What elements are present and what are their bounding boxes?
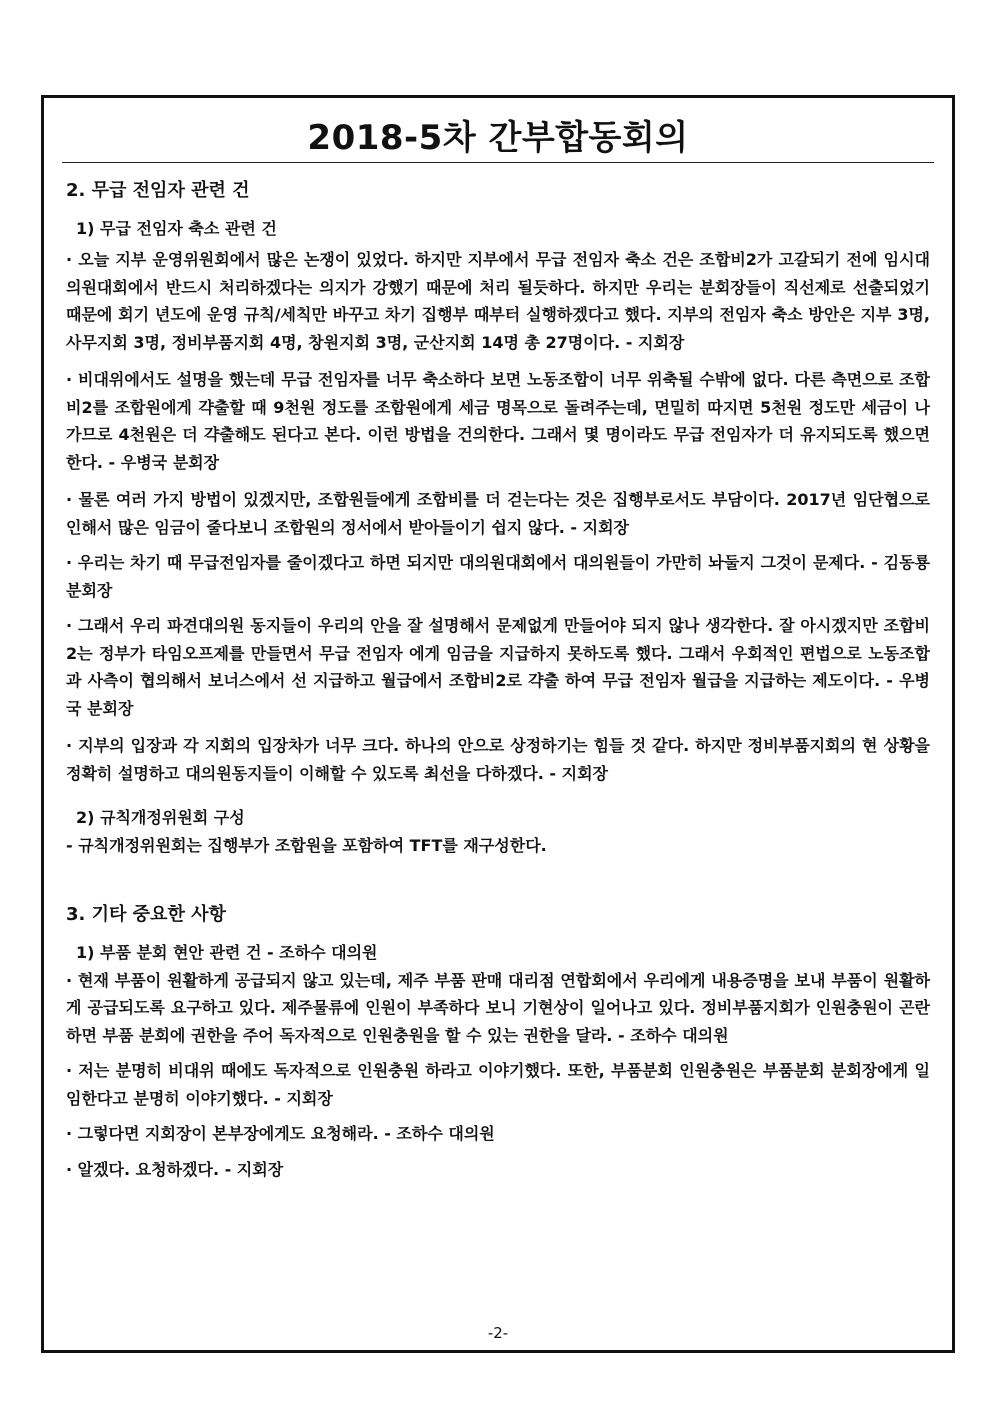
document-body bbox=[66, 176, 930, 1183]
title-divider bbox=[62, 162, 934, 163]
document-frame bbox=[41, 95, 955, 1353]
section-3-heading: 3. 기타 중요한 사항 bbox=[66, 903, 226, 925]
paragraph: · 현재 부품이 원활하게 공급되지 않고 있는데, 제주 부품 판매 대리점 연합회에서 우리에게 내용증명을 보내 부품이 원활하게 공급되도록 요구하고 있다. 제주물류에 인원이 부족하다 보니 기현상이 일어나고 있다. 정비부품지회가 인원충원이 곤란하면 부품 분회에 권한을 주어 독자적으로 인원충원을 할 수 있는 권한을 달라. - 조하수 대의원 bbox=[66, 970, 930, 1045]
paragraph: · 오늘 지부 운영위원회에서 많은 논쟁이 있었다. 하지만 지부에서 무급 전임자 축소 건은 조합비2가 고갈되기 전에 임시대의원대회에서 반드시 처리하겠다는 의지가 강했기 때문에 처리 될듯하다. 하지만 우리는 분회장들이 직선제로 선출되었기 때문에 회기 년도에 운영 규칙/세칙만 바꾸고 차기 집행부 때부터 실행하겠다고 했다. 지부의 전임자 축소 방안은 지부 3명, 사무지회 3명, 정비부품지회 4명, 창원지회 3명, 군산지회 14명 총 27명이다. - 지회장 bbox=[66, 250, 930, 352]
paragraph: · 비대위에서도 설명을 했는데 무급 전임자를 너무 축소하다 보면 노동조합이 너무 위축될 수밖에 없다. 다른 측면으로 조합비2를 조합원에게 갹출할 때 9천원 정도를 조합원에게 세금 명목으로 돌려주는데, 면밀히 따지면 5천원 정도만 세금이 나가므로 4천원은 더 갹출해도 된다고 본다. 이런 방법을 건의한다. 그래서 몇 명이라도 무급 전임자가 더 유지되도록 했으면 한다. - 우병국 분회장 bbox=[66, 370, 930, 472]
section-2-subheading-1: 1) 무급 전임자 축소 관련 건 bbox=[76, 219, 277, 238]
paragraph: · 우리는 차기 때 무급전임자를 줄이겠다고 하면 되지만 대의원대회에서 대의원들이 가만히 놔둘지 그것이 문제다. - 김동룡 분회장 bbox=[66, 553, 930, 600]
section-2-heading: 2. 무급 전임자 관련 건 bbox=[66, 180, 250, 201]
paragraph: · 물론 여러 가지 방법이 있겠지만, 조합원들에게 조합비를 더 걷는다는 것은 집행부로서도 부담이다. 2017년 임단협으로 인해서 많은 임금이 줄다보니 조합원의 정서에서 받아들이기 쉽지 않다. - 지회장 bbox=[66, 490, 930, 537]
paragraph: · 그래서 우리 파견대의원 동지들이 우리의 안을 잘 설명해서 문제없게 만들어야 되지 않나 생각한다. 잘 아시겠지만 조합비2는 정부가 타임오프제를 만들면서 무급 전임자 에게 임금을 지급하지 못하도록 했다. 그래서 우회적인 편법으로 노동조합과 사측이 협의해서 보너스에서 선 지급하고 월급에서 조합비2로 갹출 하여 무급 전임자 월급을 지급하는 제도이다. - 우병국 분회장 bbox=[66, 616, 930, 718]
document-title: 2018-5차 간부합동회의 bbox=[307, 118, 689, 158]
paragraph: · 저는 분명히 비대위 때에도 독자적으로 인원충원 하라고 이야기했다. 또한, 부품분회 인원충원은 부품분회 분회장에게 일임한다고 분명히 이야기했다. - 지회장 bbox=[66, 1061, 930, 1108]
paragraph: - 규칙개정위원회는 집행부가 조합원을 포함하여 TFT를 재구성한다. bbox=[66, 836, 547, 855]
paragraph: · 알겠다. 요청하겠다. - 지회장 bbox=[66, 1159, 284, 1179]
section-3-subheading-1: 1) 부품 분회 현안 관련 건 - 조하수 대의원 bbox=[76, 942, 378, 962]
paragraph: · 그렇다면 지회장이 본부장에게도 요청해라. - 조하수 대의원 bbox=[66, 1124, 495, 1143]
section-2-subheading-2: 2) 규칙개정위원회 구성 bbox=[76, 808, 245, 827]
paragraph: · 지부의 입장과 각 지회의 입장차가 너무 크다. 하나의 안으로 상정하기는 힘들 것 같다. 하지만 정비부품지회의 현 상황을 정확히 설명하고 대의원동지들이 이해할 수 있도록 최선을 다하겠다. - 지회장 bbox=[66, 736, 930, 783]
page-number: -2- bbox=[487, 1324, 509, 1342]
